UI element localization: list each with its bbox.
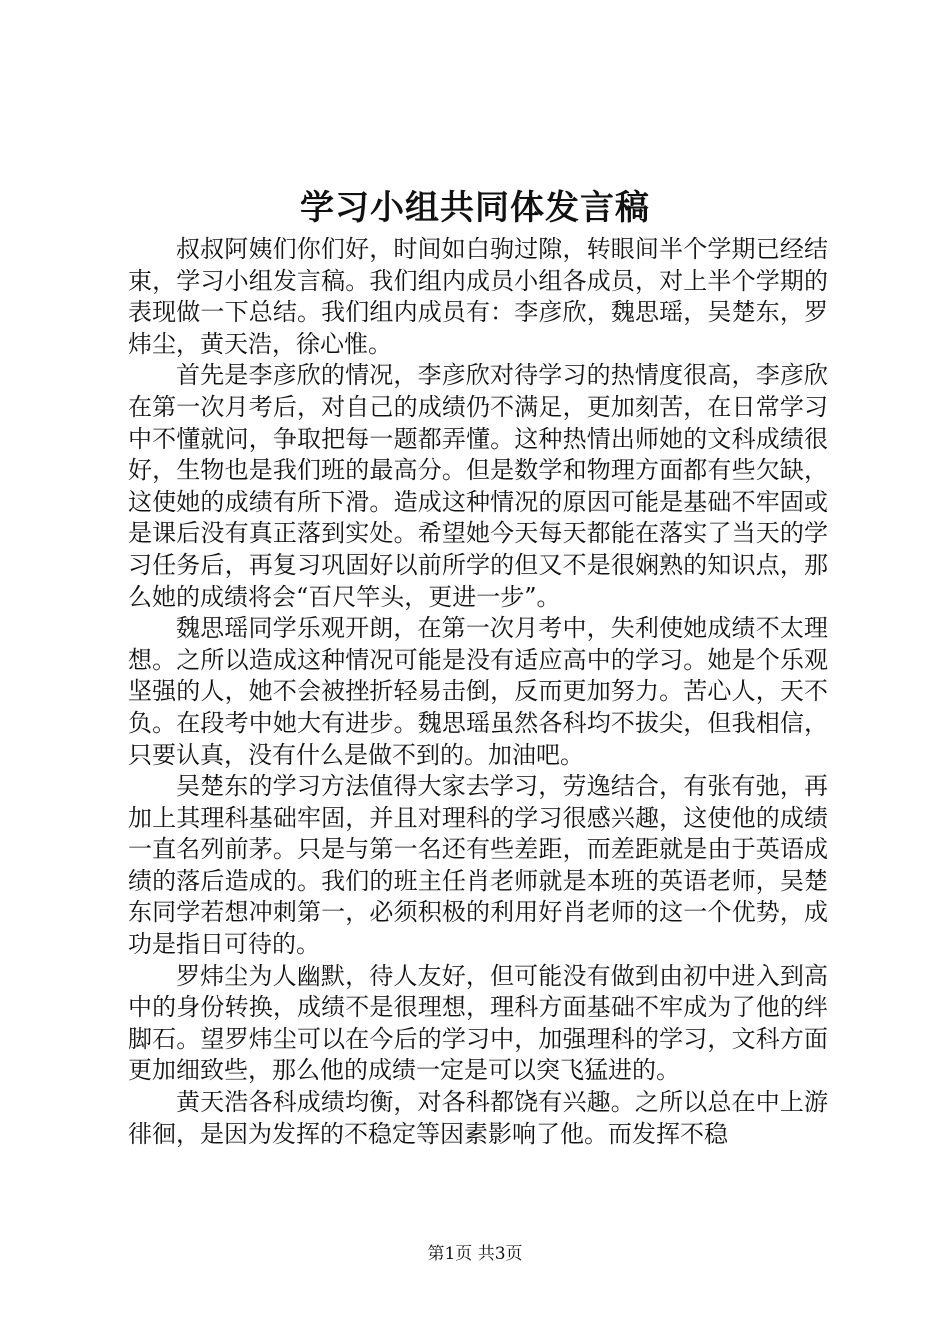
paragraph-wu-chudong: 吴楚东的学习方法值得大家去学习，劳逸结合，有张有弛，再加上其理科基础牢固，并且对理科的学习很感兴趣，这使他的成绩一直名列前茅。只是与第一名还有些差距，而差距就是由于英语成绩的落后造成的。我们的班主任肖老师就是本班的英语老师，吴楚东同学若想冲刺第一，必须积极的利用好肖老师的这一个优势，成功是指日可待的。 — [128, 772, 828, 959]
document-title: 学习小组共同体发言稿 — [300, 188, 650, 228]
page-number-footer: 第1页 共3页 — [427, 1244, 523, 1264]
paragraph-intro: 叔叔阿姨们你们好，时间如白驹过隙，转眼间半个学期已经结束，学习小组发言稿。我们组内成员小组各成员，对上半个学期的表现做一下总结。我们组内成员有：李彦欣，魏思瑶，吴楚东，罗炜尘，黄天浩，徐心惟。 — [128, 235, 828, 358]
paragraph-luo-weichen: 罗炜尘为人幽默，待人友好，但可能没有做到由初中进入到高中的身份转换，成绩不是很理想，理科方面基础不牢成为了他的绊脚石。望罗炜尘可以在今后的学习中，加强理科的学习，文科方面更加细致些，那么他的成绩一定是可以突飞猛进的。 — [128, 961, 828, 1085]
paragraph-li-yanxin: 首先是李彦欣的情况，李彦欣对待学习的热情度很高，李彦欣在第一次月考后，对自己的成绩仍不满足，更加刻苦，在日常学习中不懂就问，争取把每一题都弄懂。这种热情出师她的文科成绩很好，生物也是我们班的最高分。但是数学和物理方面都有些欠缺，这使她的成绩有所下滑。造成这种情况的原因可能是基础不牢固或是课后没有真正落到实处。希望她今天每天都能在落实了当天的学习任务后，再复习巩固好以前所学的但又不是很娴熟的知识点，那么她的成绩将会“百尺竿头，更进一步”。 — [128, 361, 828, 611]
paragraph-huang-tianhao: 黄天浩各科成绩均衡，对各科都饶有兴趣。之所以总在中上游徘徊，是因为发挥的不稳定等因素影响了他。而发挥不稳 — [128, 1088, 828, 1148]
document-body — [128, 234, 828, 1150]
paragraph-wei-siyao: 魏思瑶同学乐观开朗，在第一次月考中，失利使她成绩不太理想。之所以造成这种情况可能是没有适应高中的学习。她是个乐观坚强的人，她不会被挫折轻易击倒，反而更加努力。苦心人，天不负。在段考中她大有进步。魏思瑶虽然各科均不拔尖，但我相信，只要认真，没有什么是做不到的。加油吧。 — [128, 614, 828, 769]
